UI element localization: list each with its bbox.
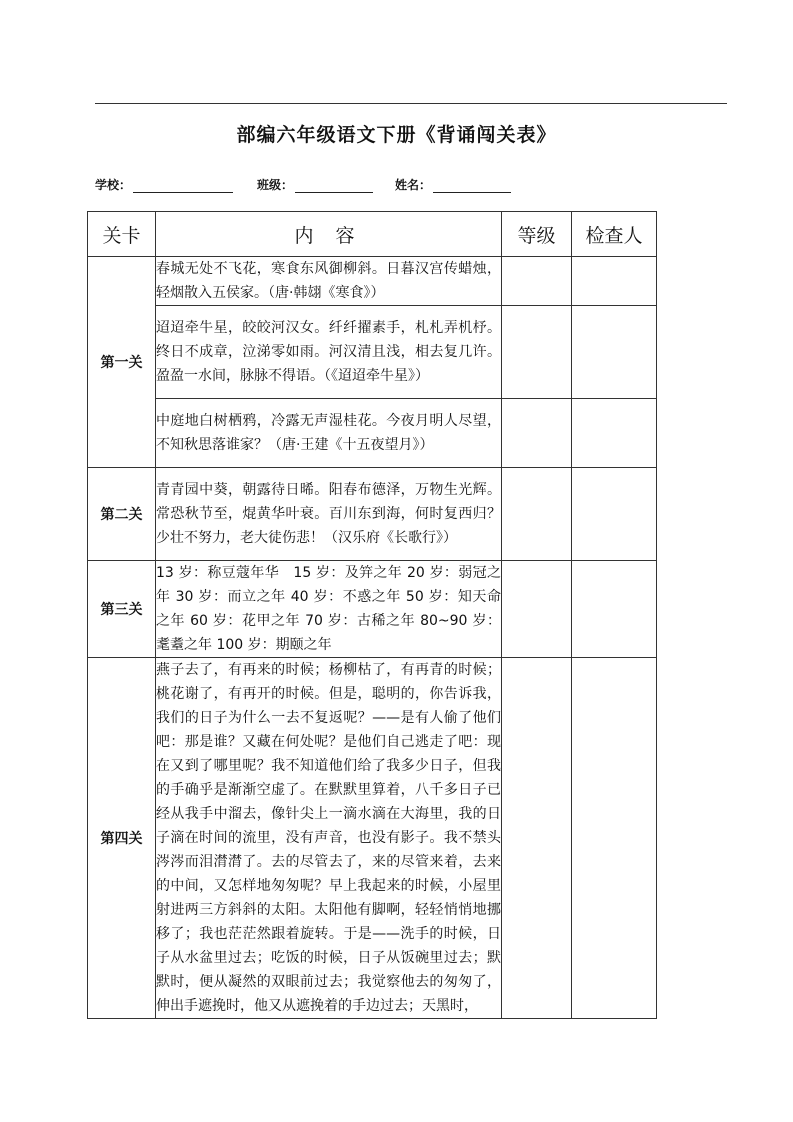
school-field (95, 176, 233, 193)
recitation-table (87, 211, 657, 1019)
checker-cell[interactable] (572, 561, 657, 658)
checker-cell[interactable] (572, 306, 657, 399)
table-row (88, 306, 657, 399)
header-checker: 检查人 (572, 212, 657, 257)
checker-cell[interactable] (572, 468, 657, 561)
content-cell: 中庭地白树栖鸦，冷露无声湿桂花。今夜月明人尽望，不知秋思落谁家？（唐·王建《十五夜望月》） (156, 399, 502, 468)
class-label: 班级： (257, 178, 294, 192)
name-field (395, 176, 511, 193)
grade-cell[interactable] (502, 561, 572, 658)
school-blank[interactable] (133, 180, 233, 193)
table-row (88, 561, 657, 658)
content-cell: 13 岁：称豆蔻年华 15 岁：及笄之年 20 岁：弱冠之年 30 岁：而立之年 40 岁：不惑之年 50 岁：知天命之年 60 岁：花甲之年 70 岁：古稀之年 80~90 岁：耄耋之年 100 岁：期颐之年 (156, 561, 502, 658)
checker-cell[interactable] (572, 257, 657, 306)
info-row (95, 176, 735, 194)
checker-cell[interactable] (572, 658, 657, 1019)
level-name: 第四关 (88, 658, 156, 1019)
page-title: 部编六年级语文下册《背诵闯关表》 (236, 124, 557, 146)
header-level: 关卡 (88, 212, 156, 257)
table-row (88, 658, 657, 1019)
content-cell: 迢迢牵牛星，皎皎河汉女。纤纤擢素手，札札弄机杼。终日不成章，泣涕零如雨。河汉清且浅，相去复几许。盈盈一水间，脉脉不得语。（《迢迢牵牛星》） (156, 306, 502, 399)
class-field (257, 176, 373, 193)
name-label: 姓名： (395, 178, 432, 192)
level-name: 第二关 (88, 468, 156, 561)
grade-cell[interactable] (502, 468, 572, 561)
header-grade: 等级 (502, 212, 572, 257)
table-row (88, 257, 657, 306)
level-name: 第三关 (88, 561, 156, 658)
top-rule (95, 103, 727, 104)
content-cell: 青青园中葵，朝露待日晞。阳春布德泽，万物生光辉。常恐秋节至，焜黄华叶衰。百川东到海，何时复西归？少壮不努力，老大徒伤悲！（汉乐府《长歌行》） (156, 468, 502, 561)
grade-cell[interactable] (502, 306, 572, 399)
table-row (88, 399, 657, 468)
grade-cell[interactable] (502, 399, 572, 468)
name-blank[interactable] (433, 180, 511, 193)
grade-cell[interactable] (502, 658, 572, 1019)
content-cell: 春城无处不飞花，寒食东风御柳斜。日暮汉宫传蜡烛，轻烟散入五侯家。（唐·韩翃《寒食》） (156, 257, 502, 306)
table-row (88, 468, 657, 561)
school-label: 学校： (95, 178, 132, 192)
header-content: 内 容 (156, 212, 502, 257)
checker-cell[interactable] (572, 399, 657, 468)
class-blank[interactable] (295, 180, 373, 193)
content-cell: 燕子去了，有再来的时候；杨柳枯了，有再青的时候；桃花谢了，有再开的时候。但是，聪明的，你告诉我，我们的日子为什么一去不复返呢？——是有人偷了他们吧：那是谁？又藏在何处呢？是他们自己逃走了吧：现在又到了哪里呢？我不知道他们给了我多少日子，但我的手确乎是渐渐空虚了。在默默里算着，八千多日子已经从我手中溜去，像针尖上一滴水滴在大海里，我的日子滴在时间的流里，没有声音，也没有影子。我不禁头涔涔而泪潸潸了。去的尽管去了，来的尽管来着，去来的中间，又怎样地匆匆呢？早上我起来的时候，小屋里射进两三方斜斜的太阳。太阳他有脚啊，轻轻悄悄地挪移了；我也茫茫然跟着旋转。于是——洗手的时候，日子从水盆里过去；吃饭的时候，日子从饭碗里过去；默默时，便从凝然的双眼前过去；我觉察他去的匆匆了，伸出手遮挽时，他又从遮挽着的手边过去；天黑时， (156, 658, 502, 1019)
grade-cell[interactable] (502, 257, 572, 306)
level-name: 第一关 (88, 257, 156, 468)
table-header-row (88, 212, 657, 257)
